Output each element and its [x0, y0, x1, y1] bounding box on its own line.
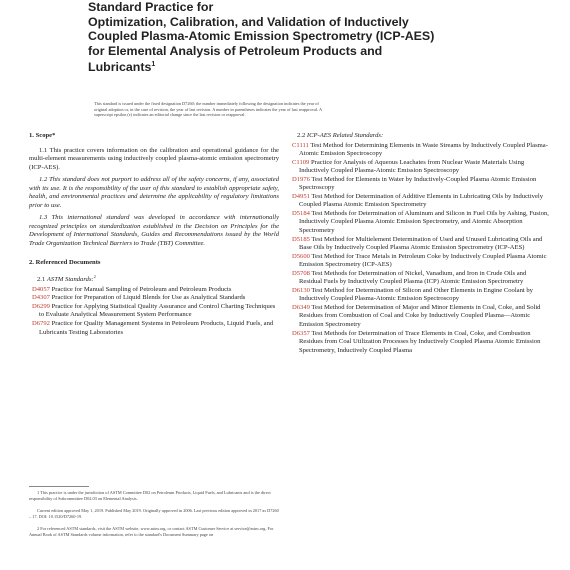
- referenced-documents-heading: 2. Referenced Documents: [29, 258, 101, 266]
- reference-item: D6792 Practice for Quality Management Systems in Petroleum Products, Liquid Fuels, and Lubricants Testing Laboratories: [32, 320, 274, 336]
- right-column: [289, 126, 549, 355]
- reference-link[interactable]: D5708: [292, 269, 310, 277]
- footnote-1: 1 This practice is under the jurisdiction of ASTM Committee D02 on Petroleum Products, Liquid Fuels, and Lubricants and is the direct responsibility of Subcommittee D02.03 on Elemental Analysis.: [29, 490, 271, 501]
- reference-item: D5708 Test Methods for Determination of Nickel, Vanadium, and Iron in Crude Oils and Residual Fuels by Inductively Coupled Plasma (ICP) Atomic Emission Spectrometry: [292, 269, 527, 286]
- reference-link[interactable]: D5184: [292, 209, 310, 217]
- reference-link[interactable]: D5185: [292, 235, 310, 243]
- footnote-edition: Current edition approved May 1, 2019. Published May 2019. Originally approved in 2006. Last previous edition approved in 2017 as D7260 – 17. DOI: 10.1520/D7260-19.: [29, 508, 279, 519]
- issuance-note: [94, 101, 486, 118]
- reference-item: D6299 Practice for Applying Statistical Quality Assurance and Control Charting Techniques to Evaluate Analytical Measurement System Performance: [32, 302, 276, 319]
- title-line: Standard Practice for: [88, 0, 214, 14]
- issuance-line: original adoption or, in the case of revision, the year of last revision. A number in parentheses indicates the year of last reapproval. A: [94, 106, 323, 112]
- reference-item: D6357 Test Methods for Determination of Trace Elements in Coal, Coke, and Combustion Residues from Coal Utilization Processes by Inductively Coupled Plasma Atomic Emission Spectrometry, Inductively Coupled Plasma: [292, 329, 541, 354]
- issuance-line: This standard is issued under the fixed designation D7260; the number immediately following the designation indicates the year of: [94, 101, 319, 106]
- reference-item: D4951 Test Method for Determination of Additive Elements in Lubricating Oils by Inductively Coupled Plasma Atomic Emission Spectrometry: [292, 192, 544, 209]
- reference-item: D4057 Practice for Manual Sampling of Petroleum and Petroleum Products: [32, 285, 232, 293]
- reference-item: D5600 Test Method for Trace Metals in Petroleum Coke by Inductively Coupled Plasma Atomic Emission Spectrometry (ICP-AES): [292, 252, 547, 269]
- title-footnote-mark: 1: [151, 61, 156, 69]
- icp-aes-standards-subheading: 2.2 ICP-AES Related Standards:: [297, 132, 384, 139]
- reference-link[interactable]: D6299: [32, 302, 50, 310]
- reference-item: D6130 Test Method for Determination of Silicon and Other Elements in Engine Coolant by Inductively Coupled Plasma-Atomic Emission Spectroscopy: [292, 286, 533, 303]
- reference-item: D6349 Test Method for Determination of Major and Minor Elements in Coal, Coke, and Solid Residues from Combustion of Coal and Coke by Inductively Coupled Plasma—Atomic Emission Spectrometry: [292, 303, 541, 329]
- scope-paragraph-1-2: 1.2 This standard does not purport to address all of the safety concerns, if any, associated with its use. It is the responsibility of the user of this standard to establish appropriate safety, health, and environmental practices and determine the applicability of regulatory limitations prior to use.: [29, 176, 279, 209]
- astm-standards-subheading: 2.1 ASTM Standards:$^2$: [37, 274, 96, 284]
- reference-link[interactable]: D1976: [292, 175, 310, 183]
- document-title: [88, 0, 508, 75]
- reference-link[interactable]: D6349: [292, 303, 310, 311]
- scope-paragraph-1-3: 1.3 This international standard was developed in accordance with internationally recognized principles on standardization established in the Decision on Principles for the Development of International Standards, Guides and Recommendations issued by the World Trade Organization Technical Barriers to Trade (TBT) Committee.: [29, 214, 279, 248]
- scope-paragraph-1-1: 1.1 This practice covers information on the calibration and operational guidance for the multi-element measurements using inductively coupled plasma-atomic emission spectrometry (ICP-AES).: [29, 146, 279, 171]
- reference-item: C1109 Practice for Analysis of Aqueous Leachates from Nuclear Waste Materials Using Inductively Coupled Plasma-Atomic Emission Spectroscopy: [292, 158, 525, 175]
- reference-item: C1111 Test Method for Determining Elements in Waste Streams by Inductively Coupled Plasma-Atomic Emission Spectroscopy: [292, 141, 548, 158]
- reference-link[interactable]: C1111: [292, 141, 309, 149]
- title-line: Lubricants$^1$: [88, 60, 156, 75]
- reference-link[interactable]: C1109: [292, 158, 310, 166]
- footnote-divider: [29, 486, 89, 487]
- reference-link[interactable]: D4307: [32, 294, 50, 302]
- reference-item: D5184 Test Methods for Determination of Aluminum and Silicon in Fuel Oils by Ashing, Fusion, Inductively Coupled Plasma Atomic Emission Spectrometry, and Atomic Absorption Spectrometry: [292, 209, 549, 235]
- title-line: Coupled Plasma-Atomic Emission Spectrometry (ICP-AES): [88, 29, 435, 44]
- reference-item: D4307 Practice for Preparation of Liquid Blends for Use as Analytical Standards: [32, 294, 246, 302]
- reference-link[interactable]: D5600: [292, 252, 310, 260]
- reference-link[interactable]: D4057: [32, 285, 50, 293]
- left-column: [29, 126, 279, 337]
- reference-link[interactable]: D6357: [292, 329, 310, 337]
- reference-link[interactable]: D4951: [292, 192, 310, 200]
- reference-link[interactable]: D6792: [32, 320, 50, 328]
- issuance-line: superscript epsilon (ε) indicates an editorial change since the last revision or reapproval.: [94, 112, 246, 117]
- scope-heading: 1. Scope*: [29, 132, 56, 139]
- title-line: Optimization, Calibration, and Validation of Inductively: [88, 14, 409, 29]
- reference-link[interactable]: D6130: [292, 286, 310, 294]
- footnote-2: 2 For referenced ASTM standards, visit the ASTM website, www.astm.org, or contact ASTM Customer Service at service@astm.org. For Annual Book of ASTM Standards volume information, refer to the standard's Document Summary page on: [29, 526, 274, 537]
- title-line: for Elemental Analysis of Petroleum Products and: [88, 43, 383, 58]
- reference-item: D5185 Test Method for Multielement Determination of Used and Unused Lubricating Oils and Base Oils by Inductively Coupled Plasma Atomic Emission Spectrometry (ICP-AES): [292, 235, 543, 252]
- reference-item: D1976 Test Method for Elements in Water by Inductively-Coupled Plasma Atomic Emission Spectroscopy: [292, 175, 537, 192]
